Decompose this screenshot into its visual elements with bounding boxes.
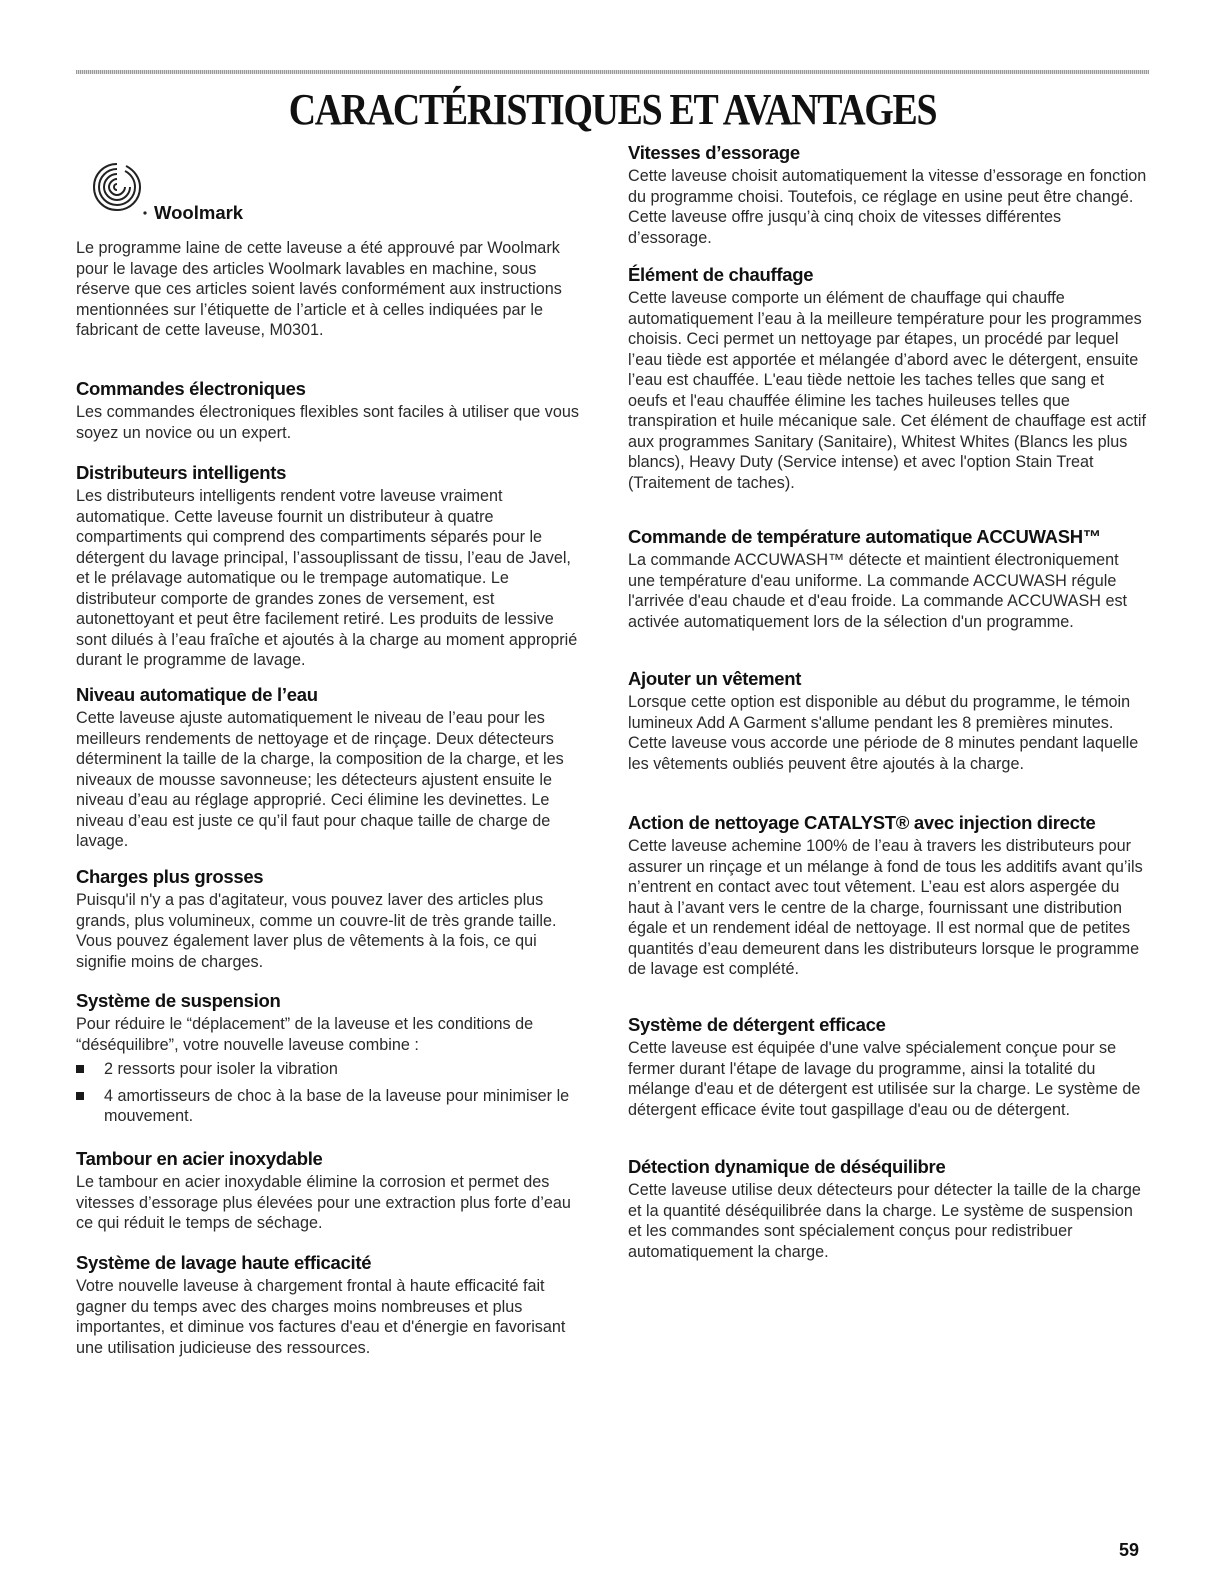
- section-body: Votre nouvelle laveuse à chargement frontal à haute efficacité fait gagner du temps avec des charges moins nombreuses et plus importantes, et diminue vos factures d'eau et d'énergie en favorisant une utilisation judicieuse des ressources.: [76, 1277, 566, 1357]
- section-heading: Charges plus grosses: [76, 866, 264, 887]
- section-body: Le programme laine de cette laveuse a été approuvé par Woolmark pour le lavage des articles Woolmark lavables en machine, sous réserve que ces articles soient lavés conformément aux instructions mentionnées sur l’étiquette de l’article et à celles indiquées par le fabricant de cette laveuse, M0301.: [76, 239, 562, 339]
- section-distributeurs: [76, 462, 588, 671]
- section-detection-desequilibre: [628, 1156, 1148, 1262]
- section-catalyst: [628, 812, 1148, 980]
- page-title: CARACTÉRISTIQUES ET AVANTAGES: [288, 85, 937, 134]
- section-heading: Détection dynamique de déséquilibre: [628, 1156, 946, 1177]
- section-heading: Système de lavage haute efficacité: [76, 1252, 372, 1273]
- section-body: Cette laveuse comporte un élément de chauffage qui chauffe automatiquement l’eau à la meilleure température pour les programmes choisis. Ceci permet un nettoyage par étapes, un procédé par lequel l’eau tiède est apportée et mélangée d’abord avec le détergent, ensuite l’eau est chauffée. L'eau tiède nettoie les taches telles que sang et oeufs et l'eau chauffée élimine les taches huileuses telles que transpiration et huile mécanique sale. Cet élément de chauffage est actif aux programmes Sanitary (Sanitaire), Whitest Whites (Blancs les plus blancs), Heavy Duty (Service intense) et avec l'option Stain Treat (Traitement de taches).: [628, 289, 1147, 492]
- section-heading: Niveau automatique de l’eau: [76, 684, 318, 705]
- list-item: 2 ressorts pour isoler la vibration: [76, 1059, 588, 1080]
- section-body: Cette laveuse ajuste automatiquement le niveau de l’eau pour les meilleurs rendements de nettoyage et de rinçage. Deux détecteurs déterminent la taille de la charge, la composition de la charge, et les niveaux de mousse savonneuse; les détecteurs ajustent ensuite le niveau d’eau au réglage approprié. Ceci élimine les devinettes. Le niveau d’eau est juste ce qu’il faut pour chaque taille de charge de lavage.: [76, 709, 564, 850]
- section-heading: Action de nettoyage CATALYST® avec injection directe: [628, 812, 1096, 833]
- section-body: Cette laveuse est équipée d'une valve spécialement conçue pour se fermer durant l'étape de lavage du programme, ainsi la totalité du mélange d'eau et de détergent est utilisée sur la charge. Le système de détergent efficace évite tout gaspillage d'eau ou de détergent.: [628, 1039, 1141, 1119]
- section-body: Les commandes électroniques flexibles sont faciles à utiliser que vous soyez un novice ou un expert.: [76, 403, 579, 442]
- section-body: Lorsque cette option est disponible au début du programme, le témoin lumineux Add A Garment s'allume pendant les 8 premières minutes. Cette laveuse vous accorde une période de 8 minutes pendant laquelle les vêtements oubliés peuvent être ajoutés à la charge.: [628, 693, 1139, 773]
- woolmark-heading: Woolmark: [154, 202, 244, 223]
- section-heading: Distributeurs intelligents: [76, 462, 287, 483]
- section-woolmark: [76, 236, 588, 341]
- section-tambour: [76, 1148, 588, 1234]
- section-body: Cette laveuse utilise deux détecteurs pour détecter la taille de la charge et la quantité déséquilibrée dans la charge. Le système de suspension et les commandes sont spécialement conçus pour redistribuer automatiquement la charge.: [628, 1181, 1141, 1261]
- section-heading: Ajouter un vêtement: [628, 668, 802, 689]
- bullet-list: [76, 1059, 588, 1127]
- section-accuwash: [628, 526, 1148, 632]
- section-body: La commande ACCUWASH™ détecte et maintient électroniquement une température d'eau uniforme. La commande ACCUWASH régule l'arrivée d'eau chaude et d'eau froide. La commande ACCUWASH est activée automatiquement lors de la sélection d'un programme.: [628, 551, 1128, 631]
- section-element-chauffage: [628, 264, 1148, 493]
- section-vitesses: [628, 142, 1148, 248]
- section-suspension: [76, 990, 588, 1133]
- bullet-square-icon: [76, 1092, 84, 1100]
- section-body: Le tambour en acier inoxydable élimine la corrosion et permet des vitesses d’essorage plus élevées pour une extraction plus forte d’eau ce qui réduit le temps de séchage.: [76, 1173, 571, 1232]
- section-heading: Système de suspension: [76, 990, 281, 1011]
- section-ajouter-vetement: [628, 668, 1148, 774]
- section-niveau-eau: [76, 684, 588, 852]
- page-number: 59: [1118, 1540, 1139, 1560]
- section-body: Cette laveuse achemine 100% de l’eau à travers les distributeurs pour assurer un rinçage et un mélange à fond de tous les additifs avant qu’ils n’entrent en contact avec tout vêtement. L’eau est alors aspergée du haut à l’avant vers le centre de la charge, fournissant une distribution égale et un rendement idéal de nettoyage. Il est normal que de petites quantités d’eau demeurent dans les distributeurs lorsque le programme de lavage est complété.: [628, 837, 1143, 978]
- section-heading: Système de détergent efficace: [628, 1014, 886, 1035]
- section-commandes-electroniques: [76, 378, 588, 443]
- section-body: Les distributeurs intelligents rendent votre laveuse vraiment automatique. Cette laveuse fournit un distributeur à quatre compartiments qui comprend des compartiments séparés pour le détergent du lavage principal, l’assouplissant de tissu, l’eau de Javel, et le prélavage automatique ou le trempage automatique. Le distributeur comporte de grandes zones de versement, est autonettoyant et peut être facilement retiré. Les produits de lessive sont dilués à l’eau fraîche et ajoutés à la charge au moment approprié durant le programme de lavage.: [76, 487, 578, 669]
- section-heading: Élément de chauffage: [628, 264, 814, 285]
- section-body: Pour réduire le “déplacement” de la laveuse et les conditions de “déséquilibre”, votre nouvelle laveuse combine :: [76, 1015, 534, 1054]
- section-heading: Tambour en acier inoxydable: [76, 1148, 323, 1169]
- section-charges: [76, 866, 588, 972]
- section-body: Cette laveuse choisit automatiquement la vitesse d’essorage en fonction du programme choisi. Toutefois, ce réglage en usine peut être changé. Cette laveuse offre jusqu’à cinq choix de vitesses différentes d’essorage.: [628, 167, 1147, 247]
- section-haute-efficacite: [76, 1252, 588, 1358]
- top-rule: [76, 70, 1149, 74]
- section-detergent-efficace: [628, 1014, 1148, 1120]
- woolmark-logo-icon: [86, 158, 148, 218]
- section-body: Puisqu'il n'y a pas d'agitateur, vous pouvez laver des articles plus grands, plus volumineux, comme un couvre-lit de très grande taille. Vous pouvez également laver plus de vêtements à la fois, ce qui signifie moins de charges.: [76, 891, 557, 971]
- bullet-square-icon: [76, 1065, 84, 1073]
- list-item: 4 amortisseurs de choc à la base de la laveuse pour minimiser le mouvement.: [76, 1086, 588, 1127]
- section-heading: Commande de température automatique ACCUWASH™: [628, 526, 1102, 547]
- section-heading: Vitesses d’essorage: [628, 142, 800, 163]
- section-heading: Commandes électroniques: [76, 378, 306, 399]
